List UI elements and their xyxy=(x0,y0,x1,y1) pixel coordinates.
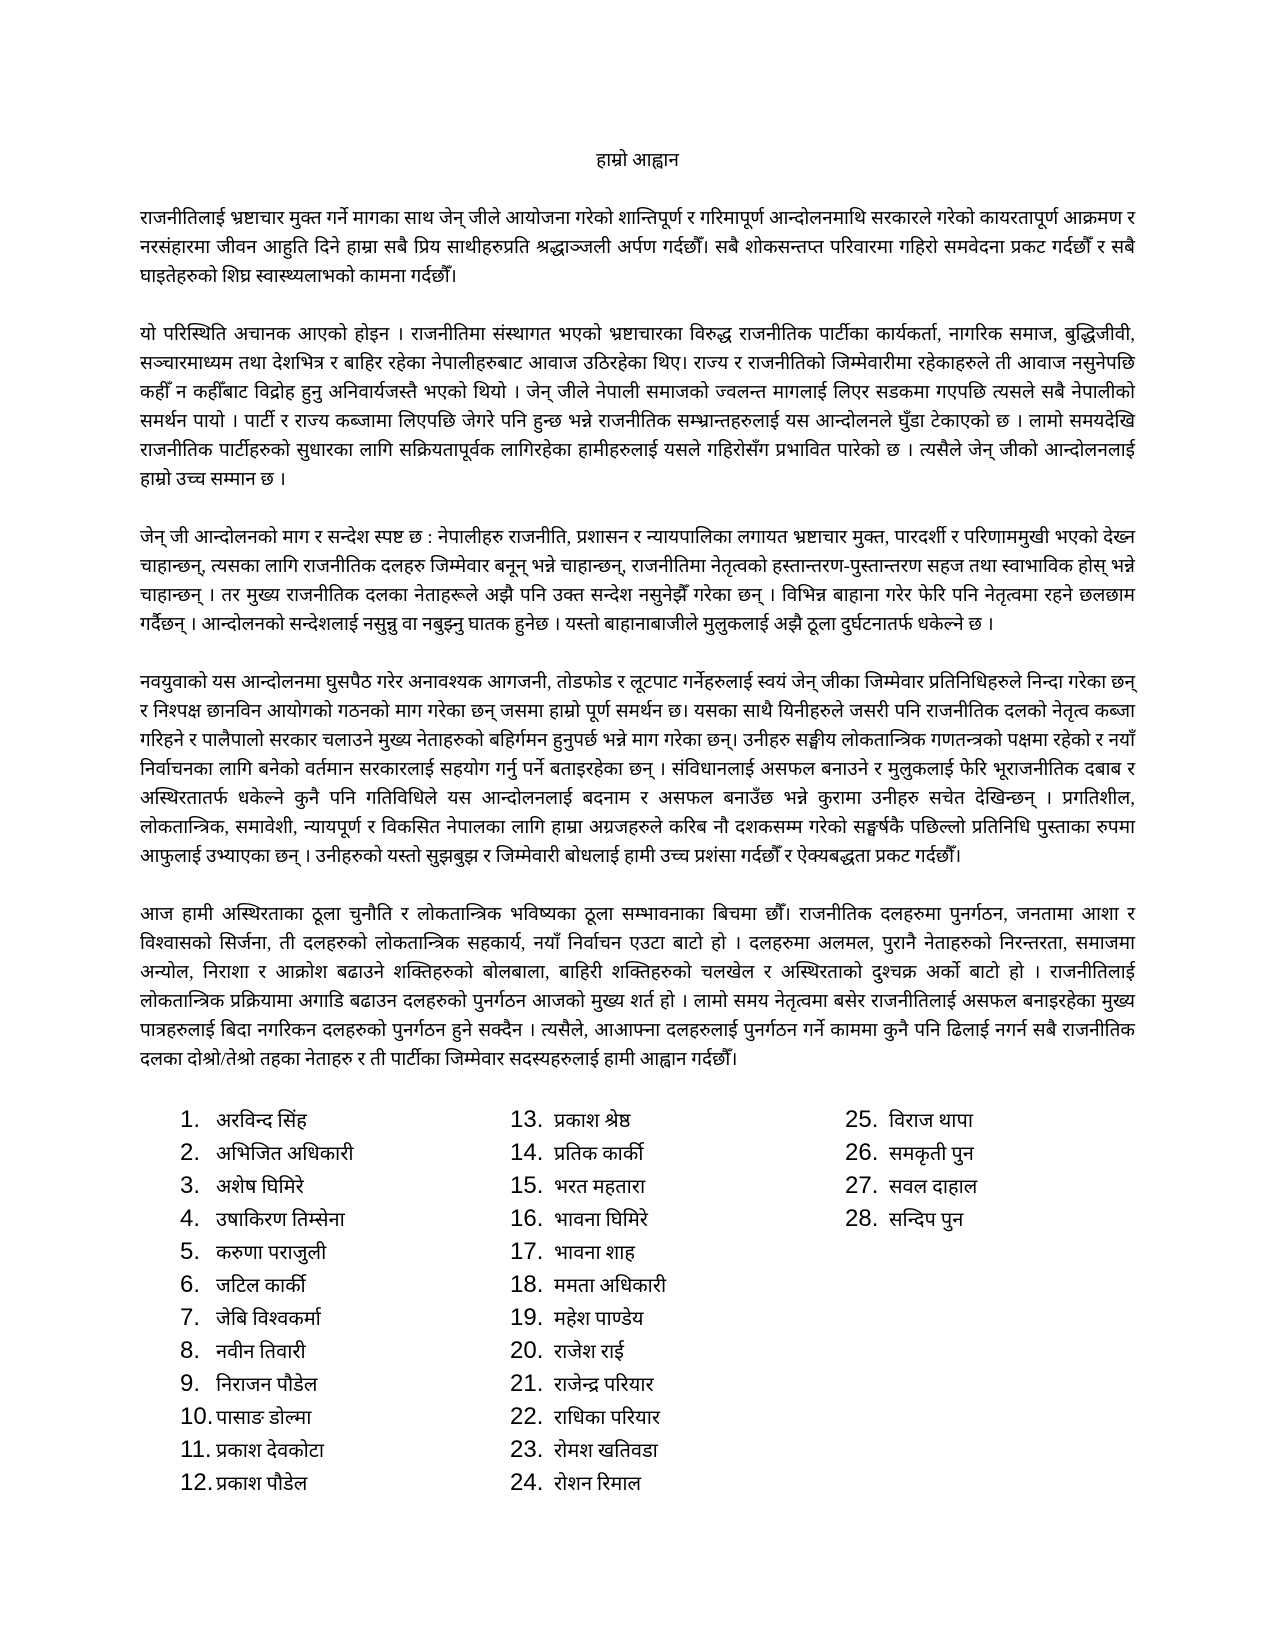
signatory-item xyxy=(180,1466,510,1499)
signatory-number: 5. xyxy=(180,1238,201,1265)
signatory-number: 8. xyxy=(180,1337,201,1364)
signatory-item xyxy=(180,1268,510,1301)
signatory-item xyxy=(510,1334,845,1367)
signatories-list xyxy=(180,1103,1135,1499)
signatory-name: उषाकिरण तिम्सेना xyxy=(216,1209,345,1231)
signatory-name: प्रतिक कार्की xyxy=(554,1143,644,1165)
signatory-number: 16. xyxy=(510,1205,544,1232)
signatory-item xyxy=(180,1136,510,1169)
signatory-number: 7. xyxy=(180,1304,201,1331)
signatory-name: नवीन तिवारी xyxy=(216,1341,306,1363)
signatory-item xyxy=(510,1103,845,1136)
signatory-name: अशेष घिमिरे xyxy=(216,1176,304,1198)
signatory-name: जेबि विश्वकर्मा xyxy=(216,1308,321,1330)
signatory-number: 15. xyxy=(510,1172,544,1199)
signatory-name: अभिजित अधिकारी xyxy=(216,1143,354,1165)
signatory-name: प्रकाश पौडेल xyxy=(216,1473,308,1495)
signatory-item xyxy=(180,1334,510,1367)
signatory-name: अरविन्द सिंह xyxy=(216,1110,307,1132)
signatory-number: 27. xyxy=(845,1172,879,1199)
signatory-number: 1. xyxy=(180,1106,201,1133)
signatory-item xyxy=(510,1235,845,1268)
paragraph-2: यो परिस्थिति अचानक आएको होइन । राजनीतिमा संस्थागत भएको भ्रष्टाचारका विरुद्ध राजनीतिक पार्टीका कार्यकर्ता, नागरिक समाज, बुद्धिजीवी, सञ्चारमाध्यम तथा देशभित्र र बाहिर रहेका नेपालीहरुबाट आवाज उठिरहेका थिए। राज्य र राजनीतिको जिम्मेवारीमा रहेकाहरुले ती आवाज नसुनेपछि कहीँ न कहीँबाट विद्रोह हुनु अनिवार्यजस्तै भएको थियो । जेन् जीले नेपाली समाजको ज्वलन्त मागलाई लिएर सडकमा गएपछि त्यसले सबै नेपालीको समर्थन पायो । पार्टी र राज्य कब्जामा लिएपछि जेगरे पनि हुन्छ भन्ने राजनीतिक सम्भ्रान्तहरुलाई यस आन्दोलनले घुँडा टेकाएको छ । लामो समयदेखि राजनीतिक पार्टीहरुको सुधारका लागि सक्रियतापूर्वक लागिरहेका हामीहरुलाई यसले गहिरोसँग प्रभावित पारेको छ । त्यसैले जेन् जीको आन्दोलनलाई हाम्रो उच्च सम्मान छ । xyxy=(140,324,1135,490)
signatory-number: 20. xyxy=(510,1337,544,1364)
signatory-item xyxy=(180,1400,510,1433)
paragraph-4: नवयुवाको यस आन्दोलनमा घुसपैठ गरेर अनावश्यक आगजनी, तोडफोड र लूटपाट गर्नेहरुलाई स्वयं जेन् जीका जिम्मेवार प्रतिनिधिहरुले निन्दा गरेका छन् र निश्पक्ष छानविन आयोगको गठनको माग गरेका छन् जसमा हाम्रो पूर्ण समर्थन छ। यसका साथै यिनीहरुले जसरी पनि राजनीतिक दलको नेतृत्व कब्जा गरिहने र पालैपालो सरकार चलाउने मुख्य नेताहरुको बहिर्गमन हुनुपर्छ भन्ने माग गरेका छन्। उनीहरु सङ्घीय लोकतान्त्रिक गणतन्त्रको पक्षमा रहेको र नयाँ निर्वाचनका लागि बनेको वर्तमान सरकारलाई सहयोग गर्नु पर्ने बताइरहेका छन् । संविधानलाई असफल बनाउने र मुलुकलाई फेरि भूराजनीतिक दबाब र अस्थिरतातर्फ धकेल्ने कुनै पनि गतिविधिले यस आन्दोलनलाई बदनाम र असफल बनाउँछ भन्ने कुरामा उनीहरु सचेत देखिन्छन् । प्रगतिशील, लोकतान्त्रिक, समावेशी, न्यायपूर्ण र विकसित नेपालका लागि हाम्रा अग्रजहरुले करिब नौ दशकसम्म गरेको सङ्घर्षकै पछिल्लो प्रतिनिधि पुस्ताका रुपमा आफुलाई उभ्याएका छन् । उनीहरुको यस्तो सुझबुझ र जिम्मेवारी बोधलाई हामी उच्च प्रशंसा गर्दछौँ र ऐक्यबद्धता प्रकट गर्दछौँ। xyxy=(140,672,1135,867)
paragraph-1: राजनीतिलाई भ्रष्टाचार मुक्त गर्ने मागका साथ जेन् जीले आयोजना गरेको शान्तिपूर्ण र गरिमापूर्ण आन्दोलनमाथि सरकारले गरेको कायरतापूर्ण आक्रमण र नरसंहारमा जीवन आहुति दिने हाम्रा सबै प्रिय साथीहरुप्रति श्रद्धाञ्जली अर्पण गर्दछौँ। सबै शोकसन्तप्त परिवारमा गहिरो समवेदना प्रकट गर्दछौँ र सबै घाइतेहरुको शिघ्र स्वास्थ्यलाभको कामना गर्दछौँ। xyxy=(140,208,1135,287)
signatory-item xyxy=(180,1301,510,1334)
signatory-item xyxy=(510,1169,845,1202)
signatory-name: रोशन रिमाल xyxy=(554,1473,642,1495)
signatory-name: निराजन पौडेल xyxy=(216,1374,318,1396)
signatory-name: भावना घिमिरे xyxy=(554,1209,648,1231)
signatory-item xyxy=(510,1136,845,1169)
signatory-item xyxy=(845,1136,1135,1169)
signatory-number: 28. xyxy=(845,1205,879,1232)
signatory-item xyxy=(845,1103,1135,1136)
signatory-item xyxy=(510,1466,845,1499)
signatory-item xyxy=(510,1202,845,1235)
signatories-column-2 xyxy=(510,1103,845,1499)
signatory-name: जटिल कार्की xyxy=(216,1275,306,1297)
signatory-name: ममता अधिकारी xyxy=(554,1275,667,1297)
signatory-name: महेश पाण्डेय xyxy=(554,1308,644,1330)
signatory-number: 22. xyxy=(510,1403,544,1430)
signatory-item xyxy=(510,1400,845,1433)
signatory-item xyxy=(510,1433,845,1466)
paragraph-3: जेन् जी आन्दोलनको माग र सन्देश स्पष्ट छ : नेपालीहरु राजनीति, प्रशासन र न्यायपालिका लगायत भ्रष्टाचार मुक्त, पारदर्शी र परिणाममुखी भएको देख्न चाहान्छन्, त्यसका लागि राजनीतिक दलहरु जिम्मेवार बनून् भन्ने चाहान्छन्, राजनीतिमा नेतृत्वको हस्तान्तरण-पुस्तान्तरण सहज तथा स्वाभाविक होस् भन्ने चाहान्छन् । तर मुख्य राजनीतिक दलका नेताहरूले अझै पनि उक्त सन्देश नसुनेझैँ गरेका छन् । विभिन्न बाहाना गरेर फेरि पनि नेतृत्वमा रहने छलछाम गर्दैछन् । आन्दोलनको सन्देशलाई नसुन्नु वा नबुझ्नु घातक हुनेछ । यस्तो बाहानाबाजीले मुलुकलाई अझै ठूला दुर्घटनातर्फ धकेल्ने छ । xyxy=(140,527,1135,635)
signatory-name: सन्दिप पुन xyxy=(889,1209,964,1231)
signatory-item xyxy=(180,1433,510,1466)
signatory-item xyxy=(510,1301,845,1334)
signatory-name: राजेन्द्र परियार xyxy=(554,1374,654,1396)
signatory-item xyxy=(180,1235,510,1268)
signatory-name: करुणा पराजुली xyxy=(216,1242,327,1264)
signatory-number: 17. xyxy=(510,1238,544,1265)
signatory-name: रोमश खतिवडा xyxy=(554,1440,658,1462)
signatory-number: 19. xyxy=(510,1304,544,1331)
signatory-name: प्रकाश श्रेष्ठ xyxy=(554,1110,631,1132)
signatory-item xyxy=(180,1103,510,1136)
signatory-number: 24. xyxy=(510,1469,544,1496)
signatory-name: सवल दाहाल xyxy=(889,1176,978,1198)
signatory-number: 26. xyxy=(845,1139,879,1166)
signatory-name: भावना शाह xyxy=(554,1242,636,1264)
signatory-number: 9. xyxy=(180,1370,201,1397)
signatory-name: प्रकाश देवकोटा xyxy=(216,1440,325,1462)
signatory-number: 13. xyxy=(510,1106,544,1133)
signatory-number: 3. xyxy=(180,1172,201,1199)
signatory-name: समकृती पुन xyxy=(889,1143,974,1165)
signatory-name: पासाङ डोल्मा xyxy=(216,1407,312,1429)
signatory-number: 12. xyxy=(180,1469,214,1496)
signatory-item xyxy=(510,1268,845,1301)
signatory-item xyxy=(845,1202,1135,1235)
signatory-number: 6. xyxy=(180,1271,201,1298)
signatory-name: राजेश राई xyxy=(554,1341,624,1363)
signatory-item xyxy=(510,1367,845,1400)
page-title: हाम्रो आह्वान xyxy=(596,150,679,171)
signatory-number: 18. xyxy=(510,1271,544,1298)
signatories-column-3 xyxy=(845,1103,1135,1499)
signatory-number: 11. xyxy=(180,1436,212,1463)
signatory-number: 25. xyxy=(845,1106,879,1133)
signatory-item xyxy=(180,1367,510,1400)
signatories-column-1 xyxy=(180,1103,510,1499)
signatory-number: 4. xyxy=(180,1205,201,1232)
signatory-number: 14. xyxy=(510,1139,544,1166)
signatory-item xyxy=(180,1202,510,1235)
signatory-name: भरत महतारा xyxy=(554,1176,646,1198)
paragraph-5: आज हामी अस्थिरताका ठूला चुनौति र लोकतान्त्रिक भविष्यका ठूला सम्भावनाका बिचमा छौँ। राजनीतिक दलहरुमा पुनर्गठन, जनतामा आशा र विश्वासको सिर्जना, ती दलहरुको लोकतान्त्रिक सहकार्य, नयाँ निर्वाचन एउटा बाटो हो । दलहरुमा अलमल, पुरानै नेताहरुको निरन्तरता, समाजमा अन्योल, निराशा र आक्रोश बढाउने शक्तिहरुको बोलबाला, बाहिरी शक्तिहरुको चलखेल र अस्थिरताको दुश्चक्र अर्को बाटो हो । राजनीतिलाई लोकतान्त्रिक प्रक्रियामा अगाडि बढाउन दलहरुको पुनर्गठन आजको मुख्य शर्त हो । लामो समय नेतृत्वमा बसेर राजनीतिलाई असफल बनाइरहेका मुख्य पात्रहरुलाई बिदा नगरिकन दलहरुको पुनर्गठन हुने सक्दैन । त्यसैले, आआफ्ना दलहरुलाई पुनर्गठन गर्ने काममा कुनै पनि ढिलाई नगर्न सबै राजनीतिक दलका दोश्रो/तेश्रो तहका नेताहरु र ती पार्टीका जिम्मेवार सदस्यहरुलाई हामी आह्वान गर्दछौँ। xyxy=(140,904,1135,1070)
signatory-number: 21. xyxy=(510,1370,544,1397)
signatory-name: विराज थापा xyxy=(889,1110,973,1132)
signatory-name: राधिका परियार xyxy=(554,1407,661,1429)
signatory-item xyxy=(180,1169,510,1202)
signatory-number: 23. xyxy=(510,1436,544,1463)
signatory-number: 10. xyxy=(180,1403,214,1430)
signatory-number: 2. xyxy=(180,1139,201,1166)
signatory-item xyxy=(845,1169,1135,1202)
